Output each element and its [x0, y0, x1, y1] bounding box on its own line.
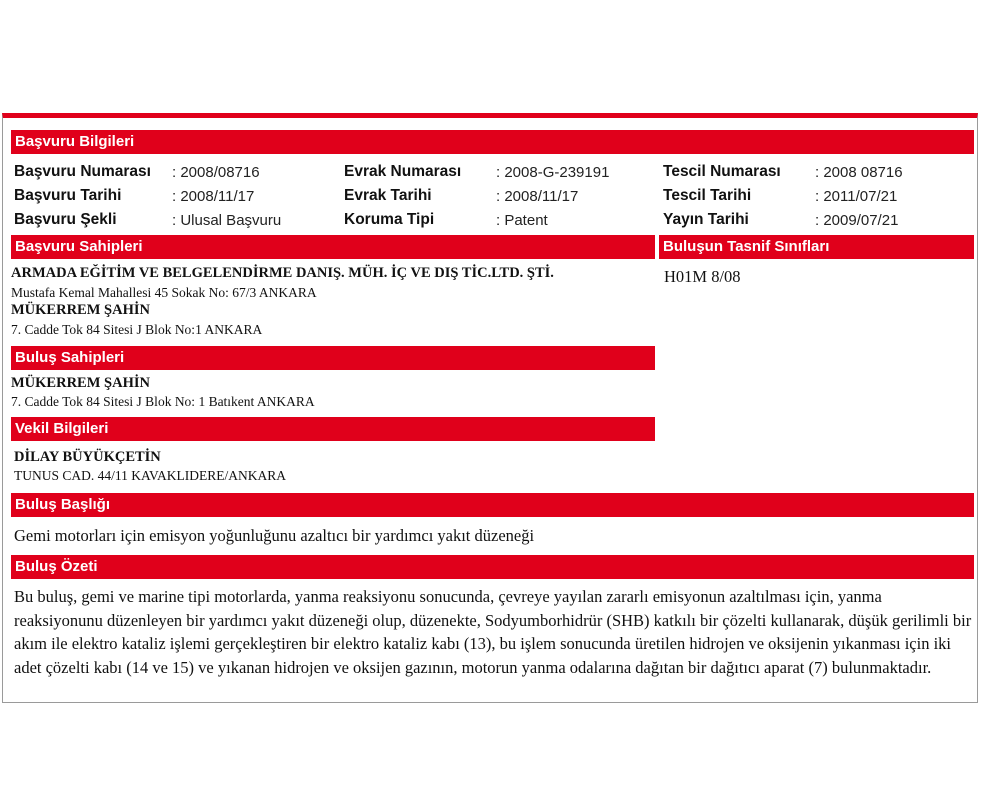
value-evrak-tarihi: : 2008/11/17: [496, 188, 579, 205]
value-basvuru-tarihi: : 2008/11/17: [172, 188, 255, 205]
value-evrak-numarasi: : 2008-G-239191: [496, 164, 610, 181]
inventor-address: 7. Cadde Tok 84 Sitesi J Blok No: 1 Batıkent ANKARA: [11, 394, 315, 409]
agent-address: TUNUS CAD. 44/11 KAVAKLIDERE/ANKARA: [14, 468, 287, 483]
value-yayin-tarihi: : 2009/07/21: [815, 212, 899, 229]
value-basvuru-numarasi: : 2008/08716: [172, 164, 260, 181]
label-evrak-tarihi: Evrak Tarihi: [344, 187, 432, 204]
section-header-vekil: Vekil Bilgileri: [11, 417, 655, 441]
section-header-tasnif: Buluşun Tasnif Sınıfları: [659, 235, 974, 259]
applicant-address: Mustafa Kemal Mahallesi 45 Sokak No: 67/3 ANKARA: [11, 285, 317, 300]
section-header-bulus-basligi: Buluş Başlığı: [11, 493, 974, 517]
label-yayin-tarihi: Yayın Tarihi: [663, 211, 749, 228]
agent-name: DİLAY BÜYÜKÇETİN: [14, 449, 161, 465]
label-evrak-numarasi: Evrak Numarası: [344, 163, 462, 180]
section-header-bulus-sahipleri: Buluş Sahipleri: [11, 346, 655, 370]
section-header-bulus-ozeti: Buluş Özeti: [11, 555, 974, 579]
label-basvuru-tarihi: Başvuru Tarihi: [14, 187, 122, 204]
value-tescil-tarihi: : 2011/07/21: [815, 188, 898, 205]
label-koruma-tipi: Koruma Tipi: [344, 211, 435, 228]
patent-record: [2, 113, 978, 703]
section-header-basvuru-sahipleri: Başvuru Sahipleri: [11, 235, 655, 259]
invention-abstract: Bu buluş, gemi ve marine tipi motorlarda, yanma reaksiyonu sonucunda, çevreye yayılan zararlı emisyonun azaltılması için, yanma reaksiyonunu düzenleyen bir yardımcı yakıt düzeneği olup, düzenekte, Sodyumborhidrür (SHB) katkılı bir çözelti kullanarak, düşük gerilimli bir akım ile elektro kataliz işlemi gerçekleştiren bir elektro kataliz kabı (13), bu işlem sonucunda üretilen hidrojen ve oksijenin yıkanması için iki adet çözelti kabı (14 ve 15) ve yıkanan hidrojen ve oksijen gazının, motorun yanma odalarına dağıtan bir dağıtıcı aparat (7) bulunmaktadır.: [14, 587, 972, 677]
label-basvuru-sekli: Başvuru Şekli: [14, 211, 117, 228]
section-header-basvuru-bilgileri: Başvuru Bilgileri: [11, 130, 974, 154]
label-tescil-tarihi: Tescil Tarihi: [663, 187, 752, 204]
value-basvuru-sekli: : Ulusal Başvuru: [172, 212, 282, 229]
value-tescil-numarasi: : 2008 08716: [815, 164, 903, 181]
classification-code: H01M 8/08: [664, 267, 741, 286]
invention-title: Gemi motorları için emisyon yoğunluğunu azaltıcı bir yardımcı yakıt düzeneği: [14, 526, 535, 545]
applicant-address: 7. Cadde Tok 84 Sitesi J Blok No:1 ANKARA: [11, 322, 263, 337]
label-basvuru-numarasi: Başvuru Numarası: [14, 163, 151, 180]
value-koruma-tipi: : Patent: [496, 212, 548, 229]
label-tescil-numarasi: Tescil Numarası: [663, 163, 781, 180]
applicant-name: MÜKERREM ŞAHİN: [11, 302, 150, 318]
inventor-name: MÜKERREM ŞAHİN: [11, 375, 150, 391]
applicant-name: ARMADA EĞİTİM VE BELGELENDİRME DANIŞ. MÜH. İÇ VE DIŞ TİC.LTD. ŞTİ.: [11, 265, 554, 281]
